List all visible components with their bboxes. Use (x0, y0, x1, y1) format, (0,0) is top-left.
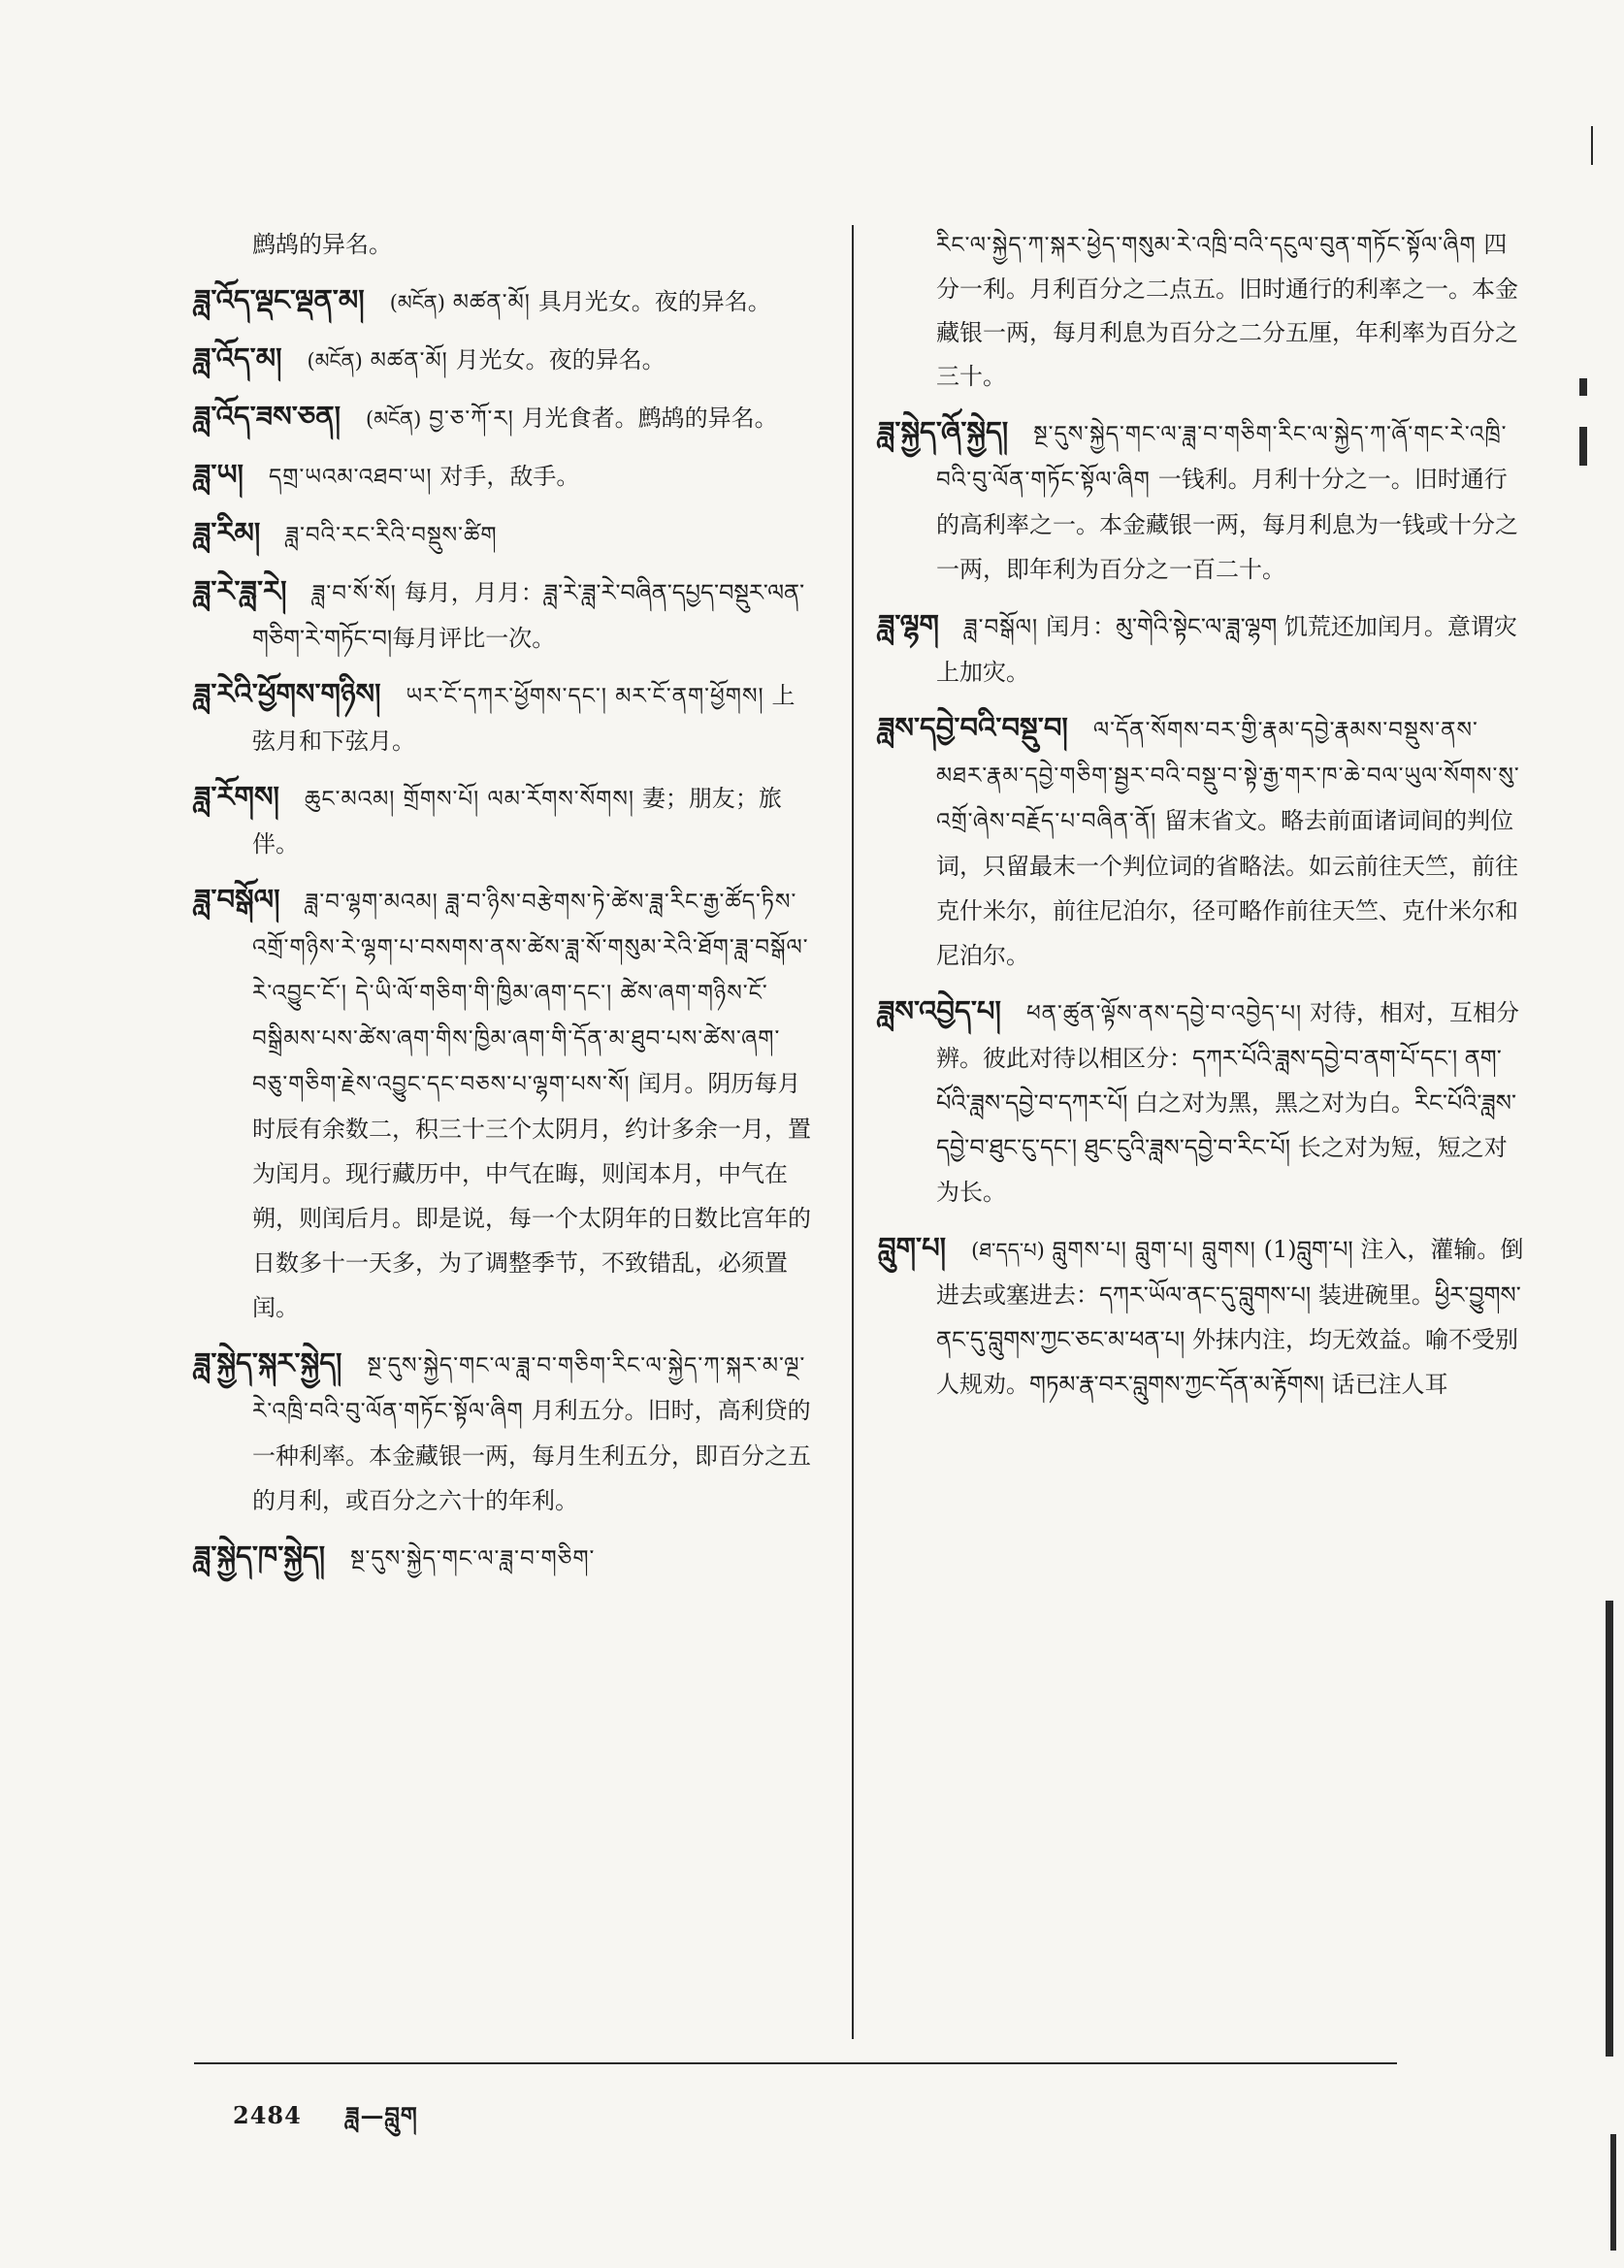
page-footer (233, 2090, 453, 2155)
page-range: ཟླ—བླུག (345, 2101, 418, 2129)
continuation-text: རིང་ལ་སྐྱེད་ཀ་སྐར་ཕྱེད་གསུམ་རེ་འཁྲི་བའི་དངུལ་བུན་གཏོང་སྟོལ་ཞིག (936, 233, 1477, 258)
entry-headword: ཟླ་སྐྱེད་ཁ་སྐྱེད། (194, 1539, 326, 1572)
dictionary-entry (194, 395, 815, 441)
edge-mark (1591, 126, 1593, 165)
entry-headword: བླུག་པ། (878, 1231, 947, 1264)
entry-gloss: 一钱利。月利十分之一。旧时通行的高利率之一。本金藏银一两，每月利息为一钱或十分之一两，即年利为百分之一百二十。 (936, 466, 1518, 583)
entry-gloss: 具月光女。夜的异名。 (537, 288, 771, 315)
entry-gloss: 月光女。夜的异名。 (455, 346, 666, 373)
entry-tibetan-definition: ཟླ་བ་ལྷག་མའམ། ཟླ་བ་ཉིས་བརྩེགས་ཏེ་ཚེས་ཟླ་རིང་རྒྱ་ཚོད་ཏིས་འགྲོ་གཉིས་རེ་ལྷག་པ་བསགས་ནས་ཚེས་ཟླ་སོ་གསུམ་རེའི་ཐོག་ཟླ་བསྒོལ་རེ་འབྱུང་ངོ་། དེ་ཡི་ལོ་གཅིག་གི་ཁྱིམ་ཞག་དང་། ཚེས་ཞག་གཉིས་ངོ་བསྒྲིམས་པས་ཚེས་ཞག་གིས་ཁྱིམ་ཞག་གི་དོན་མ་ཐུབ་པས་ཚེས་ཞག་བཅུ་གཅིག་རྗེས་འབྱུང་དང་བཅས་པ་ལྷག་པས་སོ། (252, 890, 809, 1097)
entry-tibetan-definition: མཚན་མོ། (370, 348, 448, 373)
entry-headword: ཟླ་རིམ། (194, 516, 261, 549)
entry-gloss: 每月，月月：ཟླ་རེ་ཟླ་རེ་བཞིན་དཔྱད་བསྡུར་ལན་གཅིག་རེ་གཏོང་བ།每月评比一次。 (252, 579, 805, 652)
entry-headword: ཟླས་དབྱེ་བའི་བསྡུ་བ། (878, 711, 1068, 744)
dictionary-entry (878, 1226, 1528, 1407)
entry-tibetan-definition: སྔ་དུས་སྐྱེད་གང་ལ་ཟླ་བ་གཅིག་རིང་ལ་སྐྱེད་ཀ་ཞོ་གང་རེ་འཁྲི་བའི་བུ་ལོན་གཏོང་སྟོལ་ཞིག (936, 422, 1508, 493)
entry-continuation (878, 223, 1528, 399)
entry-headword: ཟླ་ཡ། (194, 458, 244, 491)
dictionary-entry (878, 410, 1528, 592)
entry-gloss: 对手，敌手。 (439, 463, 580, 490)
entry-headword: ཟླ་ལྷག (878, 608, 939, 641)
entry-tibetan-definition: སྔ་དུས་སྐྱེད་གང་ལ་ཟླ་བ་གཅིག་རིང་ལ་སྐྱེད་ཀ་སྐར་མ་ལྔ་རེ་འཁྲི་བའི་བུ་ལོན་གཏོང་སྟོལ་ཞིག (252, 1353, 806, 1424)
entry-gloss: 月光食者。鹧鸪的异名。 (521, 405, 778, 432)
entry-headword: ཟླ་རེ་ཟླ་རེ། (194, 574, 287, 607)
entry-headword: ཟླ་སྐྱེད་ཞོ་སྐྱེད། (878, 415, 1009, 448)
entry-tibetan-definition: བླུགས་པ། བླུག་པ། བླུགས། (1052, 1238, 1256, 1263)
dictionary-entry (194, 278, 815, 325)
dictionary-entry (878, 603, 1528, 695)
entry-tibetan-definition: ཟླ་བའི་རང་རིའི་བསྡུས་ཚིག (285, 523, 498, 548)
entry-tibetan-definition: ཕན་ཚུན་ལྟོས་ནས་དབྱེ་བ་འབྱེད་པ། (1025, 1001, 1303, 1026)
entry-tibetan-definition: དགྲ་ཡའམ་འཐབ་ཡ། (268, 465, 433, 490)
entry-tibetan-definition: བྱ་ཅ་ཀོ་ར། (429, 406, 514, 432)
entry-tibetan-definition: ཡར་ངོ་དཀར་ཕྱོགས་དང་། མར་ངོ་ནག་ཕྱོགས། (406, 684, 764, 709)
entry-headword: ཟླ་སྐྱེད་སྐར་སྐྱེད། (194, 1346, 342, 1379)
entry-gloss: 妻；朋友；旅伴。 (252, 785, 782, 858)
dictionary-entry (194, 511, 815, 558)
entry-label: (ཐ་དད་པ) (971, 1239, 1045, 1262)
continuation-text: 鹧鸪的异名。 (252, 231, 392, 258)
entry-gloss: 留末省文。略去前面诸词间的判位词，只留最末一个判位词的省略法。如云前往天竺，前往克什米尔，前往尼泊尔，径可略作前往天竺、克什米尔和尼泊尔。 (936, 807, 1518, 969)
column-divider (852, 225, 854, 2039)
left-column (194, 223, 815, 1593)
entry-gloss: 对待，相对，互相分辨。彼此对待以相区分：དཀར་པོའི་ཟླས་དབྱེ་བ་ནག་པོ་དང་། ནག་པོའི་ཟླས་དབྱེ་བ་དཀར་པོ། 白之对为黑，黑之对为白。རིང་པོའི་ཟླས་དབྱེ་བ་ཐུང་ངུ་དང་། ཐུང་ངུའི་ཟླས་དབྱེ་བ་རིང་པོ། 长之对为短，短之对为长。 (936, 999, 1520, 1206)
entry-headword: ཟླ་འོད་ཟས་ཅན། (194, 400, 341, 433)
entry-headword: ཟླས་འབྱེད་པ། (878, 994, 1001, 1027)
entry-tibetan-definition: སྔ་དུས་སྐྱེད་གང་ལ་ཟླ་བ་གཅིག་ (350, 1546, 596, 1571)
entry-headword: ཟླ་འོད་མ། (194, 341, 282, 374)
entry-headword: ཟླ་རེའི་ཕྱོགས་གཉིས། (194, 677, 381, 710)
entry-tibetan-definition: ཟླ་བ་སོ་སོ། (311, 581, 397, 606)
dictionary-entry (194, 775, 815, 866)
right-column (878, 223, 1528, 1418)
entry-continuation (194, 223, 815, 267)
entry-gloss: 上弦月和下弦月。 (252, 682, 796, 755)
entry-headword: ཟླ་བསྒོལ། (194, 883, 280, 916)
entry-gloss: 月利五分。旧时，高利贷的一种利率。本金藏银一两，每月生利五分，即百分之五的月利，或百分之六十的年利。 (252, 1397, 811, 1514)
entry-label: (མངོན) (389, 291, 445, 314)
entry-gloss: 四分一利。月利百分之二点五。旧时通行的利率之一。本金藏银一两，每月利息为百分之二分五厘，年利率为百分之三十。 (936, 231, 1518, 390)
entry-gloss: 闰月：མུ་གེའི་སྟེང་ལ་ཟླ་ལྷག 饥荒还加闰月。意谓灾上加灾。 (936, 613, 1517, 686)
dictionary-entry (194, 878, 815, 1330)
entry-tibetan-definition: ཆུང་མའམ། གྲོགས་པོ། ལམ་རོགས་སོགས། (304, 787, 634, 812)
dictionary-entry (194, 453, 815, 500)
dictionary-entry (194, 337, 815, 383)
dictionary-entry (878, 706, 1528, 978)
edge-mark (1579, 427, 1587, 466)
page-number: 2484 (233, 2101, 302, 2129)
dictionary-entry (194, 569, 815, 661)
entry-gloss: 闰月。阴历每月时辰有余数二，积三十三个太阴月，约计多余一月，置为闰月。现行藏历中，中气在晦，则闰本月，中气在朔，则闰后月。即是说，每一个太阴年的日数比宫年的日数多十一天多，为了调整季节，不致错乱，必须置闰。 (252, 1070, 811, 1321)
dictionary-entry (194, 1342, 815, 1523)
entry-tibetan-definition: ལ་དོན་སོགས་བར་གྱི་རྣམ་དབྱེ་རྣམས་བསྡུས་ནས་མཐར་རྣམ་དབྱེ་གཅིག་སྦྱར་བའི་བསྡུ་བ་སྟེ་རྒྱ་གར་ཁ་ཆེ་བལ་ཡུལ་སོགས་སུ་འགྲོ་ཞེས་བརྗོད་པ་བཞིན་ནོ། (936, 718, 1520, 834)
dictionary-entry (194, 1535, 815, 1581)
entry-gloss: (1)བླུག་པ། 注入，灌输。倒进去或塞进去：དཀར་ཡོལ་ནང་དུ་བླུགས་པ། 装进碗里。ཕྱིར་བྱུགས་ནང་དུ་བླུགས་ཀྱང་ཅང་མ་ཕན་པ། 外抹内注，均无效益。喻不受别人规劝。གཏམ་རྣ་བར་བླུགས་ཀྱང་དོན་མ་རྟོགས། 话已注人耳 (936, 1236, 1524, 1398)
entry-tibetan-definition: མཚན་མོ། (452, 290, 531, 315)
entry-headword: ཟླ་འོད་ལྡང་ལྡན་མ། (194, 283, 365, 316)
dictionary-entry (878, 989, 1528, 1215)
footer-rule (194, 2062, 1397, 2064)
edge-mark (1610, 2134, 1616, 2251)
entry-tibetan-definition: ཟླ་བསྒོལ། (963, 615, 1039, 640)
edge-mark (1579, 378, 1587, 396)
edge-mark (1606, 1601, 1613, 2057)
dictionary-entry (194, 672, 815, 763)
entry-label: (མངོན) (366, 407, 422, 431)
entry-headword: ཟླ་རོགས། (194, 780, 279, 813)
entry-label: (མངོན) (307, 349, 363, 373)
